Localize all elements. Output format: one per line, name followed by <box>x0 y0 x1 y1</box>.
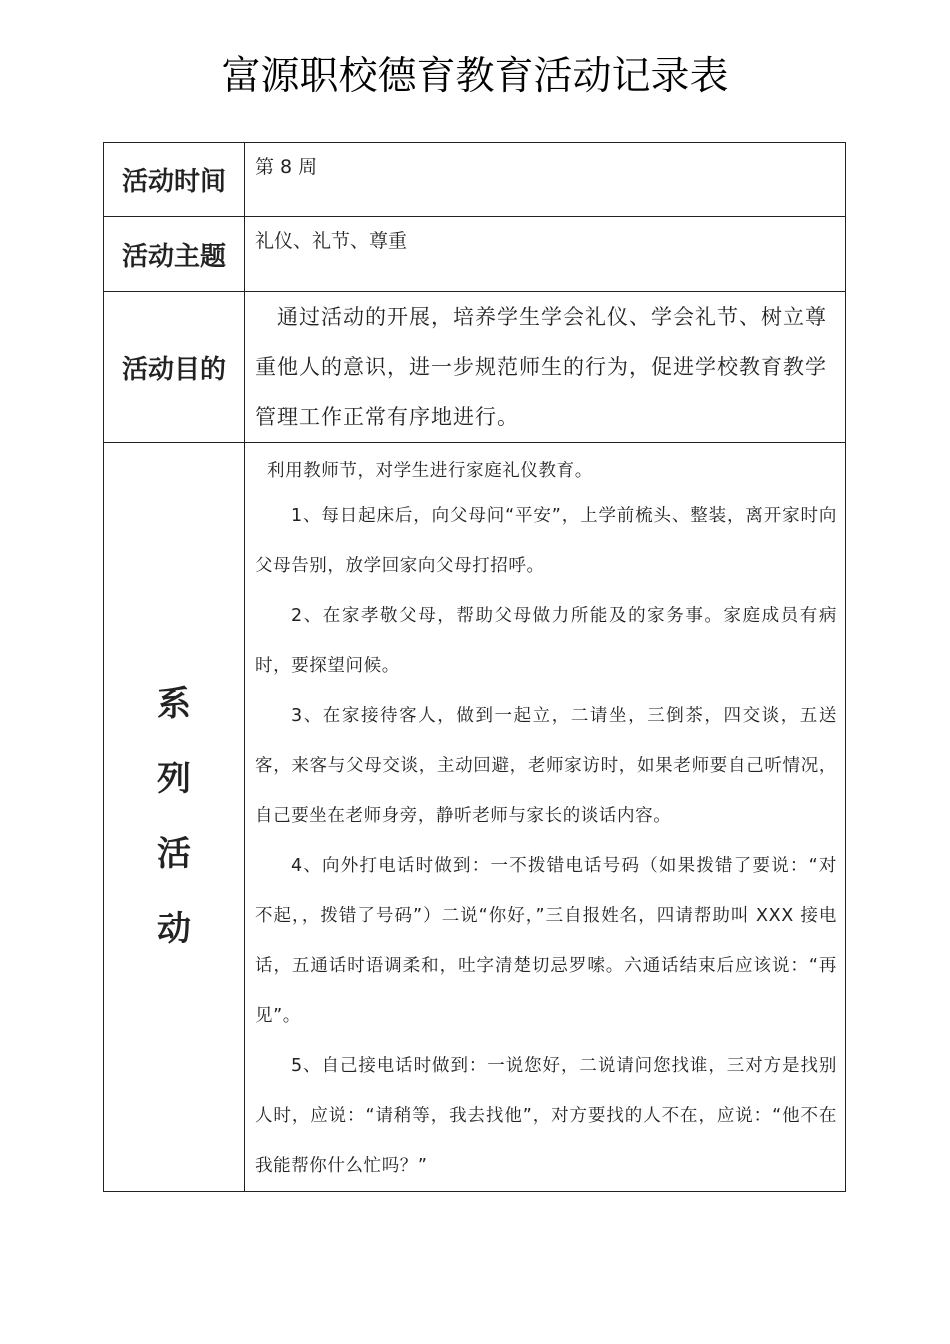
activities-label-char: 列 <box>157 759 191 799</box>
activity-item: 1、每日起床后，向父母问“平安”，上学前梳头、整装，离开家时向父母告别，放学回家向父母打招呼。 <box>255 506 837 576</box>
purpose-label: 活动目的 <box>104 292 245 443</box>
activity-item: 5、自己接电话时做到：一说您好，二说请问您找谁，三对方是找别人时，应说：“请稍等，我去找他”，对方要找的人不在，应说：“他不在我能帮你什么忙吗？” <box>255 1056 837 1176</box>
time-label: 活动时间 <box>104 143 245 217</box>
time-value: 第 8 周 <box>245 143 846 217</box>
topic-label: 活动主题 <box>104 217 245 292</box>
table-row-activities <box>104 443 846 1192</box>
activity-record-table <box>103 142 846 1192</box>
page-title: 富源职校德育教育活动记录表 <box>221 54 729 99</box>
activities-label-char: 系 <box>157 684 191 724</box>
topic-value: 礼仪、礼节、尊重 <box>245 217 846 292</box>
purpose-value: 通过活动的开展，培养学生学会礼仪、学会礼节、树立尊重他人的意识，进一步规范师生的行为，促进学校教育教学管理工作正常有序地进行。 <box>245 292 846 443</box>
activities-label-char: 活 <box>157 834 191 874</box>
table-row-topic <box>104 217 846 292</box>
table-row-time <box>104 143 846 217</box>
table-row-purpose <box>104 292 846 443</box>
activity-item: 3、在家接待客人，做到一起立，二请坐，三倒茶，四交谈，五送客，来客与父母交谈，主动回避，老师家访时，如果老师要自己听情况，自己要坐在老师身旁，静听老师与家长的谈话内容。 <box>255 706 837 826</box>
activity-item: 2、在家孝敬父母，帮助父母做力所能及的家务事。家庭成员有病时，要探望问候。 <box>255 606 837 676</box>
activities-label-char: 动 <box>157 909 191 949</box>
activity-item: 4、向外打电话时做到：一不拨错电话号码（如果拨错了要说：“对不起，，拨错了号码”）二说“你好，”三自报姓名，四请帮助叫 XXX 接电话，五通话时语调柔和，吐字清楚切忌罗嗦。六通话结束后应该说：“再见”。 <box>255 856 837 1026</box>
activities-content <box>245 443 846 1192</box>
activities-label <box>104 443 245 1192</box>
activities-intro: 利用教师节，对学生进行家庭礼仪教育。 <box>267 461 593 481</box>
